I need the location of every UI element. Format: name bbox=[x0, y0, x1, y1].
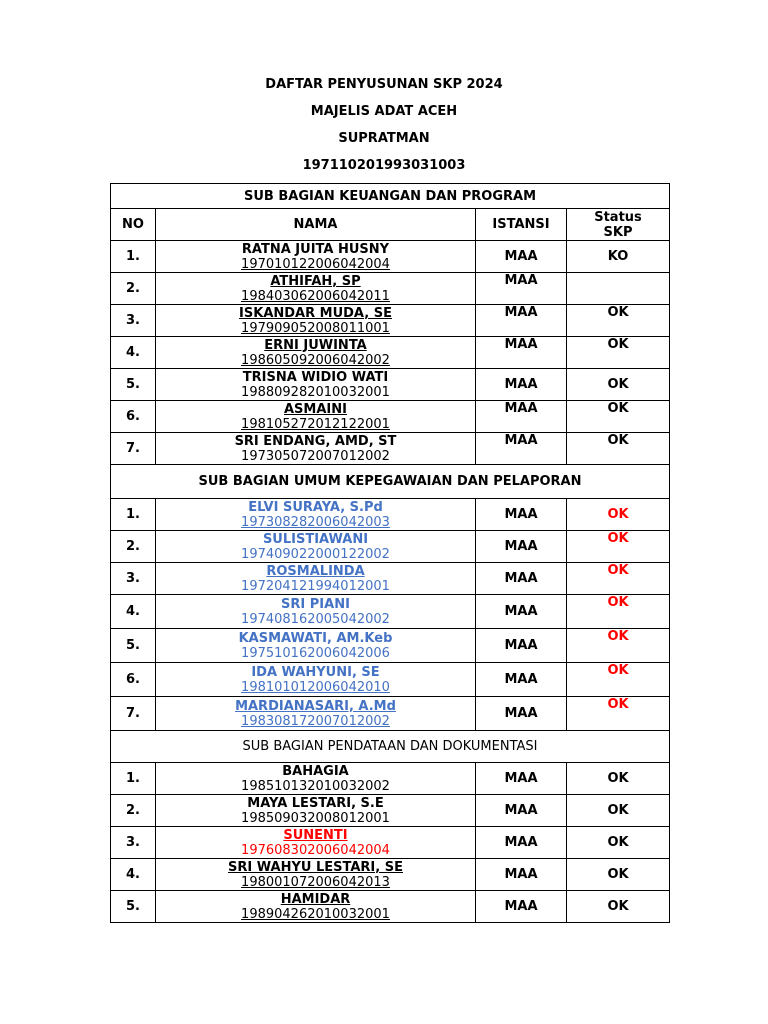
employee-name: SRI WAHYU LESTARI, SE bbox=[228, 859, 403, 875]
employee-nip: 197010122006042004 bbox=[241, 256, 390, 272]
row-no: 4. bbox=[111, 859, 156, 891]
row-no: 2. bbox=[111, 273, 156, 305]
employee-nip: 197608302006042004 bbox=[241, 842, 390, 858]
row-no: 7. bbox=[111, 697, 156, 731]
employee-nip: 198605092006042002 bbox=[241, 352, 390, 368]
employee-name: ELVI SURAYA, S.Pd bbox=[248, 499, 383, 515]
row-istansi: MAA bbox=[476, 629, 567, 663]
table-row bbox=[111, 433, 670, 465]
row-istansi: MAA bbox=[476, 763, 567, 795]
employee-name: ATHIFAH, SP bbox=[270, 273, 361, 289]
row-istansi: MAA bbox=[476, 305, 567, 337]
col-header-no: NO bbox=[111, 209, 156, 241]
table-row bbox=[111, 499, 670, 531]
institution-name: MAJELIS ADAT ACEH bbox=[310, 104, 458, 119]
row-istansi: MAA bbox=[476, 369, 567, 401]
row-status: OK bbox=[567, 827, 670, 859]
row-status: OK bbox=[567, 763, 670, 795]
row-status: OK bbox=[567, 337, 670, 369]
row-istansi: MAA bbox=[476, 795, 567, 827]
table-row bbox=[111, 629, 670, 663]
row-no: 3. bbox=[111, 305, 156, 337]
row-no: 7. bbox=[111, 433, 156, 465]
employee-nip: 197408162005042002 bbox=[241, 611, 390, 627]
employee-nip: 197308282006042003 bbox=[241, 514, 390, 530]
employee-name: MARDIANASARI, A.Md bbox=[235, 698, 396, 714]
col-header-istansi: ISTANSI bbox=[476, 209, 567, 241]
employee-name: KASMAWATI, AM.Keb bbox=[238, 630, 393, 646]
column-header-row bbox=[111, 209, 670, 241]
employee-name: IDA WAHYUNI, SE bbox=[251, 664, 380, 680]
employee-name: ASMAINI bbox=[284, 401, 347, 417]
row-status: OK bbox=[567, 595, 670, 629]
table-row bbox=[111, 305, 670, 337]
row-nama bbox=[156, 629, 476, 663]
row-status: OK bbox=[567, 531, 670, 563]
row-nama bbox=[156, 891, 476, 923]
employee-nip: 198101012006042010 bbox=[241, 679, 390, 695]
row-istansi: MAA bbox=[476, 241, 567, 273]
employee-name: SULISTIAWANI bbox=[262, 531, 369, 547]
row-status: OK bbox=[567, 563, 670, 595]
employee-name: SRI PIANI bbox=[281, 596, 350, 612]
row-no: 3. bbox=[111, 563, 156, 595]
row-status: OK bbox=[567, 433, 670, 465]
row-nama bbox=[156, 433, 476, 465]
row-nama bbox=[156, 305, 476, 337]
row-nama bbox=[156, 563, 476, 595]
table-row bbox=[111, 595, 670, 629]
row-nama bbox=[156, 531, 476, 563]
row-nama bbox=[156, 595, 476, 629]
row-nama bbox=[156, 273, 476, 305]
row-istansi: MAA bbox=[476, 499, 567, 531]
row-nama bbox=[156, 827, 476, 859]
table-row bbox=[111, 241, 670, 273]
row-istansi: MAA bbox=[476, 595, 567, 629]
employee-nip: 197204121994012001 bbox=[241, 578, 390, 594]
row-no: 5. bbox=[111, 891, 156, 923]
row-istansi: MAA bbox=[476, 663, 567, 697]
employee-nip: 198308172007012002 bbox=[241, 713, 390, 729]
section-header bbox=[111, 184, 670, 209]
row-no: 3. bbox=[111, 827, 156, 859]
row-nama bbox=[156, 663, 476, 697]
table-row bbox=[111, 697, 670, 731]
employee-name: SUNENTI bbox=[283, 827, 348, 843]
row-nama bbox=[156, 859, 476, 891]
row-status bbox=[567, 273, 670, 305]
row-istansi: MAA bbox=[476, 433, 567, 465]
skp-table bbox=[110, 183, 670, 923]
row-istansi: MAA bbox=[476, 859, 567, 891]
section-header bbox=[111, 465, 670, 499]
row-status: OK bbox=[567, 859, 670, 891]
row-no: 2. bbox=[111, 795, 156, 827]
doc-title: DAFTAR PENYUSUNAN SKP 2024 bbox=[265, 77, 503, 92]
employee-nip: 198510132010032002 bbox=[241, 778, 390, 794]
employee-name: ISKANDAR MUDA, SE bbox=[239, 305, 392, 321]
section-header bbox=[111, 731, 670, 763]
employee-name: ERNI JUWINTA bbox=[264, 337, 367, 353]
row-no: 4. bbox=[111, 595, 156, 629]
table-row bbox=[111, 859, 670, 891]
table-row bbox=[111, 337, 670, 369]
table-row bbox=[111, 795, 670, 827]
row-status: OK bbox=[567, 891, 670, 923]
row-no: 5. bbox=[111, 629, 156, 663]
table-row bbox=[111, 401, 670, 433]
employee-nip: 198809282010032001 bbox=[241, 384, 390, 400]
table-row bbox=[111, 663, 670, 697]
employee-name: MAYA LESTARI, S.E bbox=[247, 795, 384, 811]
row-status: OK bbox=[567, 697, 670, 731]
officer-nip: 197110201993031003 bbox=[302, 158, 466, 173]
row-no: 6. bbox=[111, 401, 156, 433]
employee-nip: 197305072007012002 bbox=[241, 448, 390, 464]
row-no: 1. bbox=[111, 499, 156, 531]
row-nama bbox=[156, 697, 476, 731]
row-no: 1. bbox=[111, 241, 156, 273]
employee-nip: 198105272012122001 bbox=[241, 416, 390, 432]
row-status: OK bbox=[567, 369, 670, 401]
row-istansi: MAA bbox=[476, 337, 567, 369]
row-istansi: MAA bbox=[476, 827, 567, 859]
row-status: OK bbox=[567, 305, 670, 337]
row-no: 6. bbox=[111, 663, 156, 697]
employee-nip: 198001072006042013 bbox=[241, 874, 390, 890]
col-header-nama: NAMA bbox=[156, 209, 476, 241]
row-istansi: MAA bbox=[476, 697, 567, 731]
table-row bbox=[111, 273, 670, 305]
row-istansi: MAA bbox=[476, 563, 567, 595]
row-status: OK bbox=[567, 629, 670, 663]
row-nama bbox=[156, 369, 476, 401]
row-nama bbox=[156, 401, 476, 433]
row-status: KO bbox=[567, 241, 670, 273]
employee-nip: 197409022000122002 bbox=[241, 546, 390, 562]
table-row bbox=[111, 891, 670, 923]
row-istansi: MAA bbox=[476, 531, 567, 563]
row-istansi: MAA bbox=[476, 401, 567, 433]
row-nama bbox=[156, 795, 476, 827]
row-no: 1. bbox=[111, 763, 156, 795]
row-status: OK bbox=[567, 401, 670, 433]
employee-nip: 198904262010032001 bbox=[241, 906, 390, 922]
employee-name: SRI ENDANG, AMD, ST bbox=[234, 433, 397, 449]
row-istansi: MAA bbox=[476, 891, 567, 923]
employee-nip: 197510162006042006 bbox=[241, 645, 390, 661]
table-row bbox=[111, 827, 670, 859]
section-title: SUB BAGIAN UMUM KEPEGAWAIAN DAN PELAPORAN bbox=[111, 465, 670, 499]
officer-name: SUPRATMAN bbox=[338, 131, 430, 146]
row-nama bbox=[156, 241, 476, 273]
row-istansi: MAA bbox=[476, 273, 567, 305]
row-nama bbox=[156, 763, 476, 795]
row-status: OK bbox=[567, 663, 670, 697]
employee-name: BAHAGIA bbox=[282, 763, 349, 779]
employee-nip: 197909052008011001 bbox=[241, 320, 390, 336]
col-header-status: Status SKP bbox=[567, 209, 670, 241]
row-no: 2. bbox=[111, 531, 156, 563]
row-nama bbox=[156, 499, 476, 531]
section-title: SUB BAGIAN KEUANGAN DAN PROGRAM bbox=[111, 184, 670, 209]
employee-name: TRISNA WIDIO WATI bbox=[242, 369, 389, 385]
employee-nip: 198509032008012001 bbox=[241, 810, 390, 826]
employee-name: HAMIDAR bbox=[280, 891, 351, 907]
row-status: OK bbox=[567, 795, 670, 827]
employee-name: RATNA JUITA HUSNY bbox=[241, 241, 390, 257]
table-row bbox=[111, 763, 670, 795]
employee-nip: 198403062006042011 bbox=[241, 288, 390, 304]
table-row bbox=[111, 531, 670, 563]
row-nama bbox=[156, 337, 476, 369]
section-title: SUB BAGIAN PENDATAAN DAN DOKUMENTASI bbox=[111, 731, 670, 763]
row-status: OK bbox=[567, 499, 670, 531]
table-row bbox=[111, 369, 670, 401]
row-no: 5. bbox=[111, 369, 156, 401]
employee-name: ROSMALINDA bbox=[266, 563, 365, 579]
table-row bbox=[111, 563, 670, 595]
row-no: 4. bbox=[111, 337, 156, 369]
